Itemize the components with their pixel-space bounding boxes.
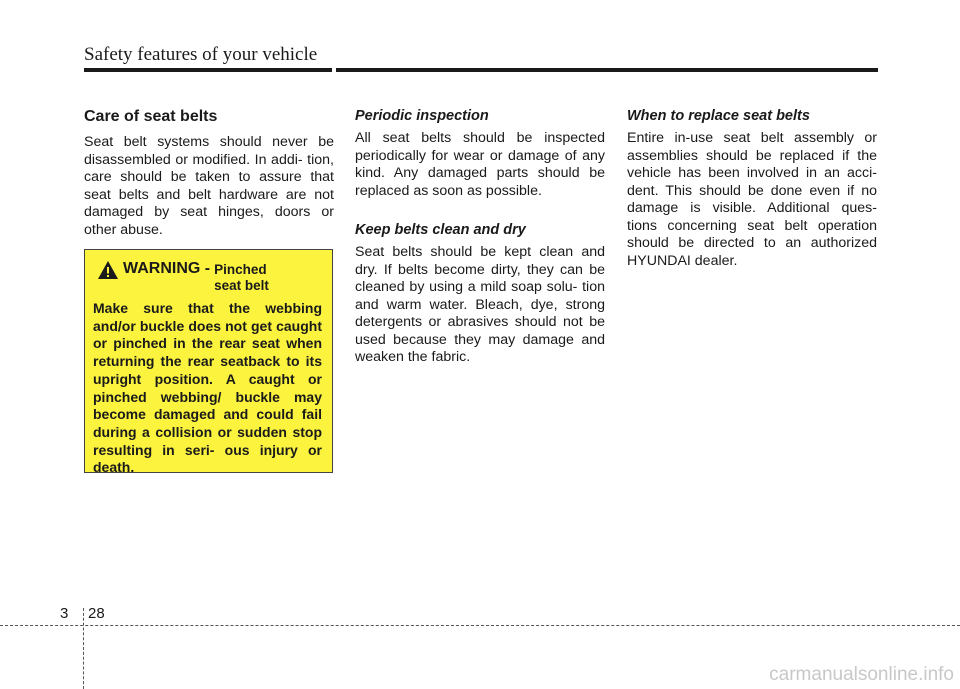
footer-vertical-divider [83, 608, 84, 689]
warning-topic: Pinched seat belt [214, 262, 269, 293]
page-number: 28 [88, 605, 105, 622]
column-care-of-seat-belts [84, 108, 334, 239]
section-body-care: Seat belt systems should never be disassembled or modified. In addi- tion, care should be taken to assure that seat belts and belt hardware are not damaged by seat hinges, doors or other abuse. [84, 134, 334, 238]
warning-label: WARNING - [123, 260, 211, 277]
section-body-keep-clean: Seat belts should be kept clean and dry. If belts become dirty, they can be cleaned by using a mild soap solu- tion and warm water. Bleach, dye, strong detergents or abrasives should not be used because they may damage and weaken the fabric. [355, 244, 605, 365]
section-body-when-to-replace: Entire in-use seat belt assembly or assemblies should be replaced if the vehicle has been involved in an acci- dent. This should be done even if no damage is visible. Additional ques- tions concerning seat belt operation should be directed to an authorized HYUNDAI dealer. [627, 130, 877, 269]
warning-header [93, 258, 322, 294]
footer-divider [0, 625, 960, 626]
warning-box [84, 249, 333, 476]
section-heading-when-to-replace: When to replace seat belts [627, 108, 810, 124]
section-heading-keep-clean: Keep belts clean and dry [355, 222, 526, 238]
section-body-periodic-inspection: All seat belts should be inspected periodically for wear or damage of any kind. Any damaged parts should be replaced as soon as possible. [355, 130, 605, 199]
column-replace-seat-belts [627, 108, 877, 270]
column-inspection-cleaning [355, 108, 605, 367]
warning-body: Make sure that the webbing and/or buckle does not get caught or pinched in the rear seat when returning the rear seatback to its upright position. A caught or pinched webbing/ buckle may become damaged and could fail during a collision or sudden stop resulting in seri- ous injury or death. [93, 300, 322, 476]
header-rule [84, 68, 878, 72]
section-heading-care: Care of seat belts [84, 108, 218, 125]
section-heading-periodic-inspection: Periodic inspection [355, 108, 489, 124]
warning-triangle-icon [97, 260, 119, 280]
chapter-number: 3 [60, 605, 69, 622]
page-header-title: Safety features of your vehicle [84, 44, 318, 65]
watermark: carmanualsonline.info [769, 664, 954, 685]
